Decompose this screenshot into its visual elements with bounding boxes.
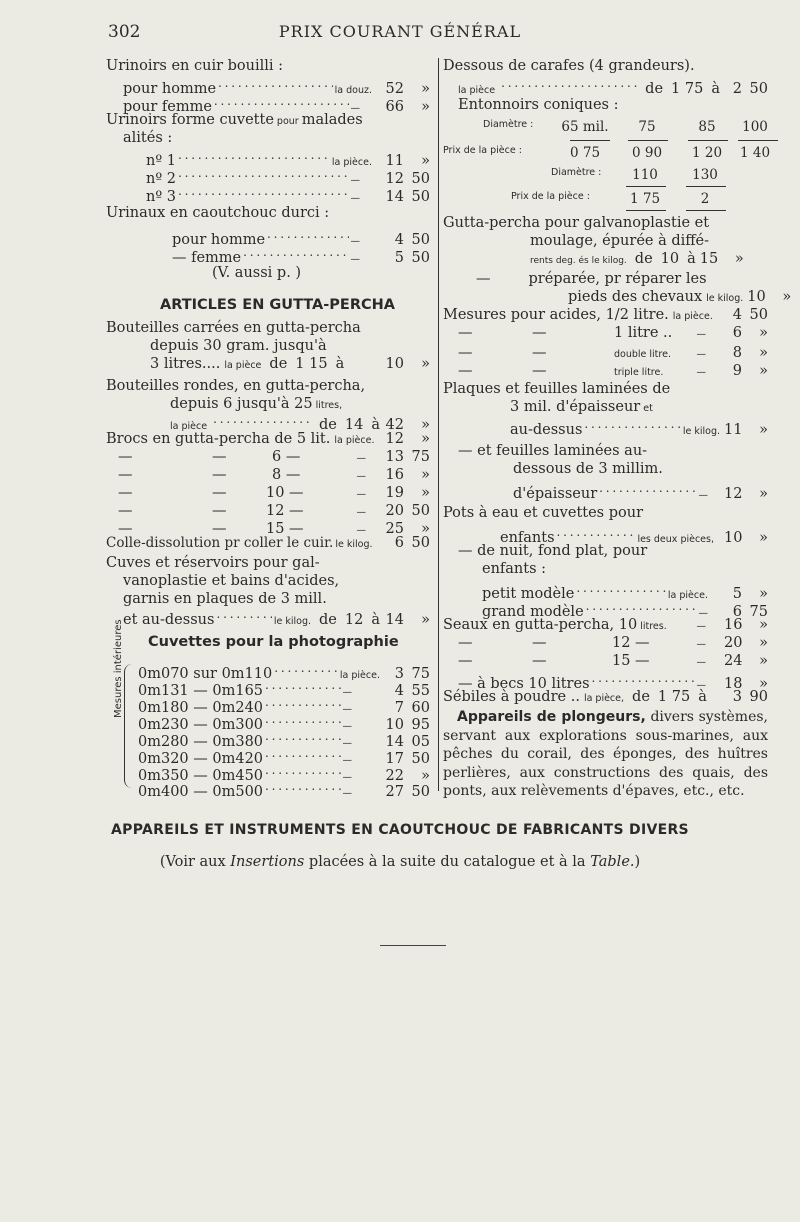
gutta-galv-l1: Gutta-percha pour galvanoplastie et: [443, 215, 710, 231]
preparee-l1: — préparée, pr réparer les: [476, 271, 707, 287]
entonnoirs-title: Entonnoirs coniques :: [458, 97, 619, 113]
price-line: — — triple litre. — 9 »: [458, 363, 768, 379]
section-heading: APPAREILS ET INSTRUMENTS EN CAOUTCHOUC DE FABRICANTS DIVERS: [111, 822, 689, 838]
urinaux-title: Urinaux en caoutchouc durci :: [106, 205, 330, 221]
price-line: — — 10 — — 19 »: [118, 485, 430, 501]
table-rule: [626, 186, 666, 187]
diameter-row: Diamètre : 110 130: [551, 167, 718, 183]
price-row: Prix de la pièce : 1 75 2: [511, 191, 710, 207]
price-line: nº 2 . . . — 12 50: [146, 165, 430, 183]
price-line: Sébiles à poudre .. la pièce, de 1 75 à 3 90: [443, 689, 768, 705]
pots-l4: enfants :: [482, 561, 547, 577]
reference-note: (Voir aux Insertions placées à la suite du catalogue et à la Table.): [159, 854, 641, 870]
price-line: 0m350 — 0m450 . . . — 22 »: [138, 762, 430, 780]
price-line: Colle-dissolution pr coller le cuir. le kilog. 6 50: [106, 535, 430, 551]
page-number: 302: [108, 22, 141, 42]
table-rule: [626, 210, 666, 211]
price-line: 0m180 — 0m240 . . . — 7 60: [138, 694, 430, 712]
price-line: — — 6 — — 13 75: [118, 449, 430, 465]
price-line: 0m280 — 0m380 . . . — 14 05: [138, 728, 430, 746]
bouteilles-rondes-l2: depuis 6 jusqu'à 25 litres,: [170, 396, 343, 412]
price-line: rents deg. és le kilog. de 10 à 15 »: [530, 251, 744, 267]
price-line: la pièce . . . de 1 75 à 2 50: [458, 75, 768, 93]
price-line: au-dessus . . . le kilog. 11 »: [510, 416, 768, 434]
price-line: — — 1 litre .. — 6 »: [458, 325, 768, 341]
plaques-l1: Plaques et feuilles laminées de: [443, 381, 671, 397]
measures-vertical-label: Mesures intérieures: [113, 619, 124, 718]
price-line: — — 12 — — 20 »: [458, 635, 768, 651]
price-line: — — double litre. — 8 »: [458, 345, 768, 361]
feuilles-l1: — et feuilles laminées au-: [458, 443, 648, 459]
feuilles-l2: dessous de 3 millim.: [513, 461, 663, 477]
table-rule: [686, 210, 726, 211]
price-line: nº 1 . . . la pièce. 11 »: [146, 147, 430, 165]
price-line: — — 8 — — 16 »: [118, 467, 430, 483]
price-line: pieds des chevaux le kilog. 10 »: [568, 289, 792, 305]
price-line: 0m320 — 0m420 . . . — 17 50: [138, 745, 430, 763]
table-rule: [570, 140, 610, 141]
price-line: — femme . . . — 5 50: [172, 244, 430, 262]
price-line: enfants . . . les deux pièces, 10 »: [500, 524, 768, 542]
section-heading: ARTICLES EN GUTTA-PERCHA: [160, 297, 395, 313]
price-line: — à becs 10 litres . . . — 18 »: [458, 670, 768, 688]
pots-l3: — de nuit, fond plat, pour: [458, 543, 648, 559]
table-rule: [628, 140, 668, 141]
price-line: Brocs en gutta-percha de 5 lit. la pièce. 12 »: [106, 431, 430, 447]
bouteilles-carrees-l2: depuis 30 gram. jusqu'à: [150, 338, 327, 354]
price-line: — — 15 — — 24 »: [458, 653, 768, 669]
urinoirs-cuvette-title-2: alités :: [123, 130, 173, 146]
price-line: Mesures pour acides, 1/2 litre. la pièce. 4 50: [443, 307, 768, 323]
running-title: PRIX COURANT GÉNÉRAL: [278, 22, 522, 41]
price-line: grand modèle . . . — 6 75: [482, 598, 768, 616]
price-line: 0m070 sur 0m110 . . . la pièce. 3 75: [138, 660, 430, 678]
table-rule: [686, 186, 726, 187]
end-rule: [380, 945, 446, 946]
price-line: la pièce . . . de 14 à 42 »: [170, 411, 430, 429]
urinoirs-cuvette-title: Urinoirs forme cuvette pour malades: [106, 112, 363, 128]
price-line: nº 3 . . . — 14 50: [146, 183, 430, 201]
table-rule: [688, 140, 728, 141]
price-line: petit modèle . . . la pièce. 5 »: [482, 580, 768, 598]
price-line: d'épaisseur . . . — 12 »: [513, 480, 768, 498]
urinoirs-cuir-title: Urinoirs en cuir bouilli :: [106, 58, 284, 74]
cuves-l3: garnis en plaques de 3 mill.: [123, 591, 327, 607]
price-line: pour homme . . . la douz. 52 »: [123, 75, 430, 93]
plongeurs-paragraph: Appareils de plongeurs, divers systèmes, servant aux explorations sous-marines, aux pêches du corail, des éponges, des huîtres perlières, aux constructions des quais, des ponts, aux relèvements d'épaves, etc., etc.: [443, 709, 768, 799]
section-heading: Cuvettes pour la photographie: [148, 634, 399, 650]
price-line: 0m400 — 0m500 . . . — 27 50: [138, 778, 430, 796]
diameter-row: Diamètre : 65 mil. 75 85 100: [483, 119, 768, 135]
price-line: pour homme . . . — 4 50: [172, 226, 430, 244]
price-line: 3 litres.... la pièce de 1 15 à 10 »: [150, 356, 430, 372]
bouteilles-rondes-l1: Bouteilles rondes, en gutta-percha,: [106, 378, 366, 394]
price-line: pour femme . . . — 66 »: [123, 93, 430, 111]
price-line: 0m131 — 0m165 . . . — 4 55: [138, 677, 430, 695]
carafes-l1: Dessous de carafes (4 grandeurs).: [443, 58, 695, 74]
plaques-l2: 3 mil. d'épaisseur et: [510, 399, 653, 415]
cuves-l1: Cuves et réservoirs pour gal-: [106, 555, 320, 571]
gutta-galv-l2: moulage, épurée à diffé-: [530, 233, 710, 249]
price-row: Prix de la pièce : 0 75 0 90 1 20 1 40: [443, 145, 771, 161]
price-line: et au-dessus . . . le kilog. de 12 à 14 »: [123, 606, 430, 624]
price-line: — — 12 — — 20 50: [118, 503, 430, 519]
price-line: Seaux en gutta-percha, 10 litres. — 16 »: [443, 617, 768, 633]
pots-l1: Pots à eau et cuvettes pour: [443, 505, 644, 521]
cross-reference: (V. aussi p. ): [212, 265, 302, 281]
bracket: [124, 664, 135, 788]
price-line: — — 15 — — 25 »: [118, 521, 430, 537]
table-rule: [738, 140, 778, 141]
bouteilles-carrees-l1: Bouteilles carrées en gutta-percha: [106, 320, 361, 336]
price-line: 0m230 — 0m300 . . . — 10 95: [138, 711, 430, 729]
cuves-l2: vanoplastie et bains d'acides,: [123, 573, 340, 589]
